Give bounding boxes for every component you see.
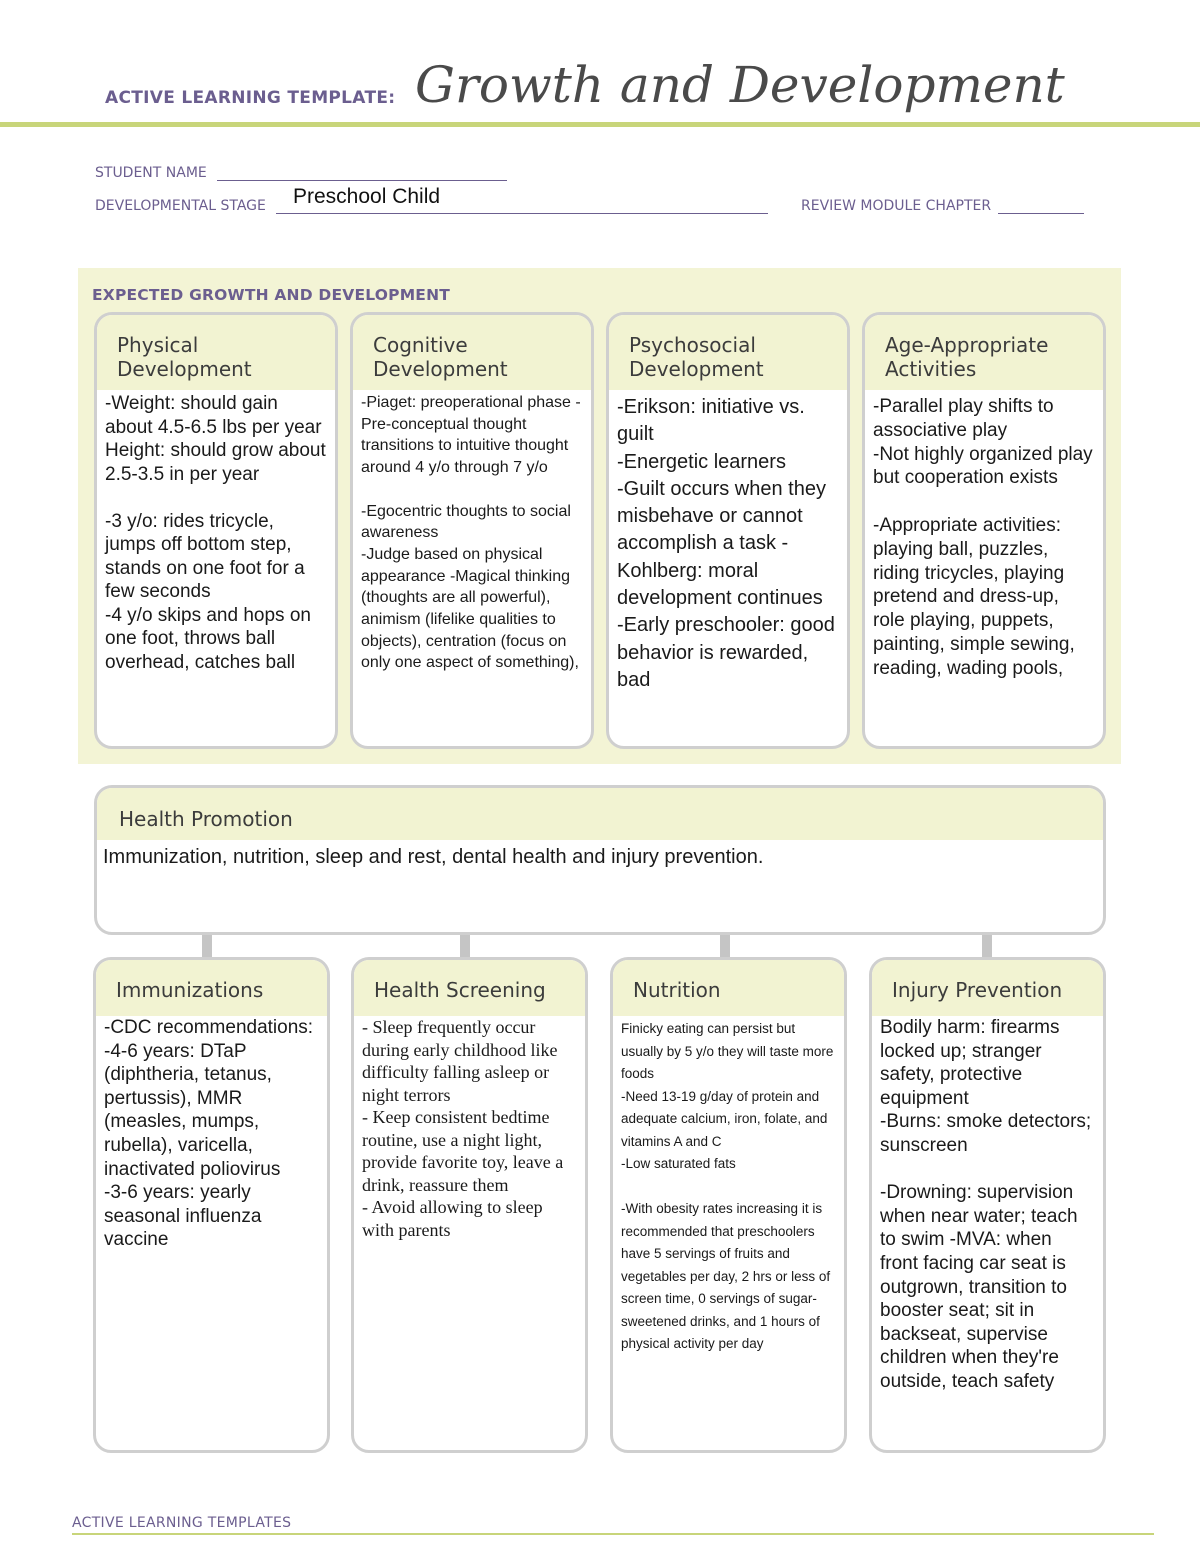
cognitive-development-card bbox=[350, 312, 594, 749]
card-body: -Piaget: preoperational phase -Pre-conceptual thought transitions to intuitive thought around 4 y/o through 7 y/o -Egocentric thoughts to social awareness -Judge based on physical appearance -Magical thinking (thoughts are all powerful), animism (lifelike qualities to objects), centration (focus on only one aspect of something), bbox=[361, 394, 581, 672]
footer-divider bbox=[72, 1533, 1154, 1535]
template-label: ACTIVE LEARNING TEMPLATE: bbox=[105, 88, 396, 108]
card-heading: Psychosocial Development bbox=[609, 315, 847, 390]
immunizations-card bbox=[93, 957, 330, 1453]
health-promotion-heading: Health Promotion bbox=[97, 788, 1103, 840]
footer-label: ACTIVE LEARNING TEMPLATES bbox=[72, 1515, 292, 1531]
connector bbox=[460, 935, 470, 959]
card-body: -CDC recommendations: -4-6 years: DTaP (diphtheria, tetanus, pertussis), MMR (measles, mumps, rubella), varicella, inactivated poliovirus -3-6 years: yearly seasonal influenza vaccine bbox=[104, 1017, 314, 1251]
review-module-label: REVIEW MODULE CHAPTER bbox=[801, 198, 992, 214]
card-body: Finicky eating can persist but usually by 5 y/o they will taste more foods -Need 13-19 g/day of protein and adequate calcium, iron, folate, and vitamins A and C -Low saturated fats -With obesity rates increasing it is recommended that preschoolers have 5 servings of fruits and vegetables per day, 2 hrs or less of screen time, 0 servings of sugar-sweetened drinks, and 1 hours of physical activity per day bbox=[621, 1021, 834, 1351]
student-name-row bbox=[95, 165, 507, 181]
student-name-field[interactable] bbox=[217, 166, 507, 181]
card-heading: Cognitive Development bbox=[353, 315, 591, 390]
age-appropriate-activities-card bbox=[862, 312, 1106, 749]
connector bbox=[982, 935, 992, 959]
connector bbox=[720, 935, 730, 959]
page-title: Growth and Development bbox=[415, 56, 1065, 114]
developmental-stage-value: Preschool Child bbox=[293, 185, 441, 208]
health-screening-card bbox=[351, 957, 588, 1453]
connector bbox=[202, 935, 212, 959]
page-header bbox=[105, 54, 1185, 124]
card-heading: Health Screening bbox=[354, 960, 585, 1016]
health-promotion-body: Immunization, nutrition, sleep and rest, dental health and injury prevention. bbox=[103, 846, 764, 868]
card-heading: Nutrition bbox=[613, 960, 844, 1016]
psychosocial-development-card bbox=[606, 312, 850, 749]
card-heading: Immunizations bbox=[96, 960, 327, 1016]
expected-growth-title: EXPECTED GROWTH AND DEVELOPMENT bbox=[92, 286, 451, 304]
injury-prevention-card bbox=[869, 957, 1106, 1453]
review-module-row bbox=[801, 198, 1084, 214]
card-body: -Erikson: initiative vs. guilt -Energetic learners -Guilt occurs when they misbehave or cannot accomplish a task -Kohlberg: moral development continues -Early preschooler: good behavior is rewarded, bad bbox=[617, 396, 835, 691]
review-module-field[interactable] bbox=[998, 199, 1084, 214]
card-body: -Weight: should gain about 4.5-6.5 lbs per year Height: should grow about 2.5-3.5 in per year -3 y/o: rides tricycle, jumps off bottom step, stands on one foot for a few seconds -4 y/o skips and hops on one foot, throws ball overhead, catches ball bbox=[105, 393, 326, 673]
card-body: -Parallel play shifts to associative play -Not highly organized play but cooperation exists -Appropriate activities: playing ball, puzzles, riding tricycles, playing pretend and dress-up, role playing, puppets, painting, simple sewing, reading, wading pools, bbox=[873, 396, 1093, 679]
health-promotion-card bbox=[94, 785, 1106, 935]
header-divider bbox=[0, 122, 1200, 127]
card-body: - Sleep frequently occur during early childhood like difficulty falling asleep or night terrors - Keep consistent bedtime routine, use a night light, provide favorite toy, leave a drink, reassure them - Avoid allowing to sleep with parents bbox=[362, 1017, 564, 1240]
student-name-label: STUDENT NAME bbox=[95, 165, 207, 181]
card-heading: Physical Development bbox=[97, 315, 335, 390]
card-body: Bodily harm: firearms locked up; stranger safety, protective equipment -Burns: smoke detectors; sunscreen -Drowning: supervision when near water; teach to swim -MVA: when front facing car seat is outgrown, transition to booster seat; sit in backseat, supervise children when they're outside, teach safety bbox=[880, 1017, 1092, 1392]
card-heading: Age-Appropriate Activities bbox=[865, 315, 1103, 390]
physical-development-card bbox=[94, 312, 338, 749]
nutrition-card bbox=[610, 957, 847, 1453]
card-heading: Injury Prevention bbox=[872, 960, 1103, 1016]
developmental-stage-label: DEVELOPMENTAL STAGE bbox=[95, 198, 266, 214]
